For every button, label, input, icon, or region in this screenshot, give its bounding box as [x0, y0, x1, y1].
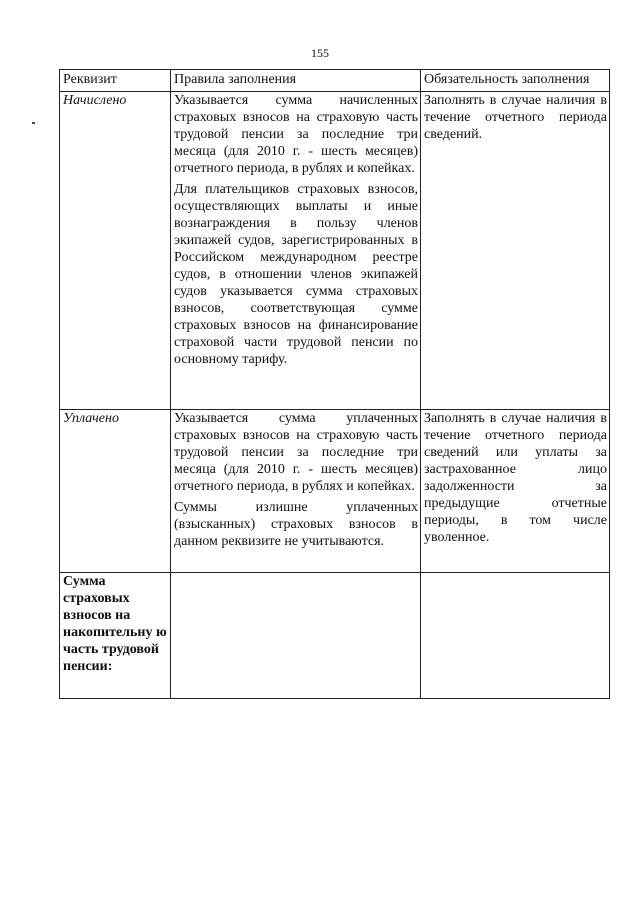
obligation-text: Заполнять в случае наличия в течение отчетного периода сведений.: [424, 93, 607, 142]
header-requisite: Реквизит: [60, 70, 171, 92]
rule-paragraph: Для плательщиков страховых взносов, осуществляющих выплаты и иные вознаграждения в пользу членов экипажей судов, зарегистрированных в Российском международном реестре судов, в отношении членов экипажей судов указывается сумма страховых взносов, соответствующая сумме страховых взносов на финансирование страховой части трудовой пенсии по основному тарифу.: [174, 182, 418, 367]
requisite-name: Начислено: [60, 92, 171, 410]
requisites-table: [59, 69, 610, 699]
requisite-name: Уплачено: [60, 410, 171, 573]
table-header-row: [60, 70, 610, 92]
rule-paragraph: Указывается сумма уплаченных страховых взносов на страховую часть трудовой пенсии за последние три месяца (для 2010 г. - шесть месяцев) отчетного периода, в рублях и копейках.: [174, 411, 418, 494]
fill-rules-cell: [171, 92, 421, 410]
table-row: [60, 573, 610, 699]
fill-rules-cell: [171, 573, 421, 699]
obligation-cell: [421, 410, 610, 573]
rule-paragraph: Суммы излишне уплаченных (взысканных) страховых взносов в данном реквизите не учитываются.: [174, 500, 418, 549]
requisite-name: Сумма страховых взносов на накопительну ю часть трудовой пенсии:: [60, 573, 171, 699]
page-number: 155: [311, 46, 329, 60]
header-obligation: Обязательность заполнения: [421, 70, 610, 92]
rule-paragraph: Указывается сумма начисленных страховых взносов на страховую часть трудовой пенсии за последние три месяца (для 2010 г. - шесть месяцев) отчетного периода, в рублях и копейках.: [174, 93, 418, 176]
table-row: [60, 410, 610, 573]
scan-mark: [32, 122, 35, 124]
obligation-text: Заполнять в случае наличия в течение отчетного периода сведений или уплаты за застрахованное лицо задолженности за предыдущие отчетные периоды, в том числе уволенное.: [424, 411, 607, 545]
obligation-cell: [421, 92, 610, 410]
header-rules: Правила заполнения: [171, 70, 421, 92]
obligation-cell: [421, 573, 610, 699]
table-row: [60, 92, 610, 410]
fill-rules-cell: [171, 410, 421, 573]
